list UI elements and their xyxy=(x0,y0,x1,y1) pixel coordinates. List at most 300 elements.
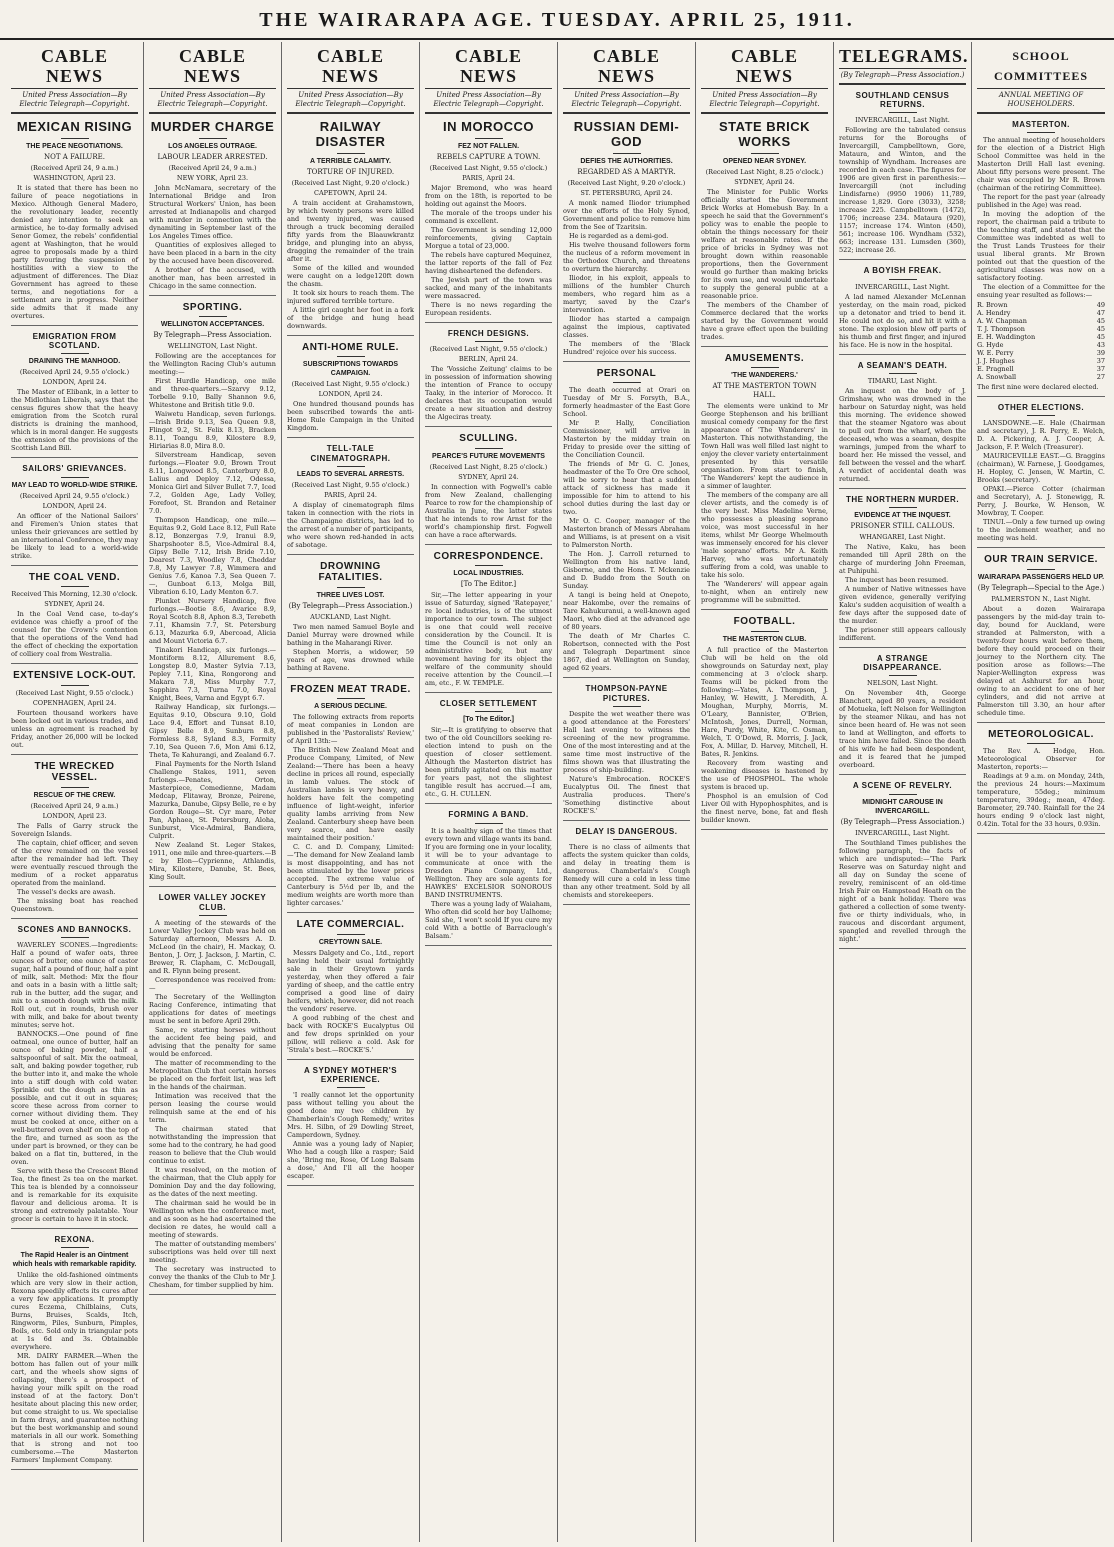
article-divider xyxy=(977,396,1105,397)
article xyxy=(839,266,966,348)
article-divider xyxy=(425,544,552,545)
article-subheading: WELLINGTON ACCEPTANCES. xyxy=(160,321,265,329)
headline-rule xyxy=(337,466,365,467)
headline-rule xyxy=(337,1087,365,1088)
article-paragraph: Mr P. Hally, Conciliation Commissioner, will arrive in Masterton by the midday train on Friday to preside over the sitting of the Conciliation Council. xyxy=(563,419,690,460)
column-heading: CABLE NEWS xyxy=(287,46,414,89)
candidate-votes: 49 xyxy=(1096,301,1105,310)
article-divider xyxy=(977,833,1105,834)
headline-rule xyxy=(337,356,365,357)
article-divider xyxy=(287,912,414,913)
candidate-name: J. J. Hughes xyxy=(977,357,1015,366)
article-paragraph: The chairman said he would be in Wellington when the conference met, and as soon as he had ascertained the decision re dates, he would call a meeting of stewards. xyxy=(149,1198,276,1239)
article-dateline: SYDNEY, April 24. xyxy=(734,177,795,186)
candidate-votes: 27 xyxy=(1096,373,1105,382)
headline-rule xyxy=(613,839,641,840)
headline-rule xyxy=(889,279,917,280)
article-subheading: MIDNIGHT CAROUSE IN INVERCARGILL. xyxy=(862,798,943,815)
article-body xyxy=(977,419,1105,542)
article-body xyxy=(11,388,138,452)
article-subheading: THREE LIVES LOST. xyxy=(316,591,385,599)
article-paragraph: Iliodor, in his exploit, appeals to millions of the humbler Church members, who regard him as a martyr, saved by the Czar's intervention. xyxy=(563,273,690,314)
headline-rule xyxy=(61,353,89,354)
article-paragraph: OPAKI.—Pierce Cotter (chairman and Secretary), A. J. Stonewigg, R. Perry, J. Bourke, W. Henson, W. Mowbray, T. Cooper. xyxy=(977,485,1105,518)
result-row xyxy=(977,341,1105,349)
article xyxy=(11,925,138,1223)
article-divider xyxy=(425,322,552,323)
article-paragraph: The 'Vossiche Zeitung' claims to be in possession of information showing the intention of France to occupy Taaky, in the interior of Morocco. It declares that its occupation would create a new situation and destroy the Algeciras treaty. xyxy=(425,365,552,422)
article-divider xyxy=(149,295,276,296)
article xyxy=(563,827,690,899)
headline-rule xyxy=(889,794,917,795)
candidate-name: E. Pragnell xyxy=(977,365,1014,374)
article-divider xyxy=(839,354,966,355)
article-dateline: BERLIN, April 24. xyxy=(458,355,519,364)
article-paragraph: The Southland Times publishes the following paragraph, the facts of which are undisputed:—'The Park Reserve was on Saturday night and all day on Sunday the scene of revelry, reminiscent of an old-time Irish Fair on Hampstead Heath on the night of a bank holiday. There was gathered a collection of some twenty-five or thirty individuals, who, in raucous and discordant argument, spangled and revelled through the night.' xyxy=(839,838,966,943)
article-body xyxy=(425,365,552,421)
article-dateline: COPENHAGEN, April 24. xyxy=(32,698,117,707)
article xyxy=(425,433,552,539)
article-body xyxy=(287,199,414,330)
article-headline: SCULLING. xyxy=(459,433,518,445)
candidate-votes: 39 xyxy=(1096,349,1105,358)
article-dateline: AUCKLAND, Last Night. xyxy=(310,612,391,621)
article-paragraph: In the Coal Vend case, to-day's evidence was chiefly a proof of the counsel for the Crown's contention that the operations of the Vend had the effect of checking the exportation of colliery coal from Westralia. xyxy=(11,610,138,658)
column-credit: United Press Association—By Electric Telegraph—Copyright. xyxy=(11,91,138,114)
article-headline: A STRANGE DISAPPEARANCE. xyxy=(863,653,942,673)
article-headline: OUR TRAIN SERVICE. xyxy=(984,554,1098,566)
article-subheading: THE PEACE NEGOTIATIONS. xyxy=(26,142,123,150)
article-paragraph: TINUI.—Only a few turned up owing to the inclement weather, and no meeting was held. xyxy=(977,518,1105,543)
article xyxy=(287,120,414,330)
article-divider xyxy=(149,886,276,887)
article-body xyxy=(11,941,138,1223)
article-paragraph: The chairman stated that notwithstanding the impression that some had to the contrary, he had good reason to believe that the Club would continue to exist. xyxy=(149,1124,276,1165)
result-row xyxy=(977,357,1105,365)
article-body xyxy=(287,1091,414,1180)
article-paragraph: Railway Handicap, six furlongs.—Equitas 9.10, Obscura 9.10, Gold Lace 9.4, Effort and Tunsat 8.10, Gipsy Belle 8.9, Sunburn 8.8, Formless 8.8, Syland 8.3, Formity 7.10, Sea Queen 7.6, Mon Ami 6.12, Theta, Te Kahurangi, and Zealand 6.7. xyxy=(149,703,276,760)
article-headline: DROWNING FATALITIES. xyxy=(318,560,383,584)
article-received: (Received Last Night, 9.55 o'clock.) xyxy=(291,480,410,489)
headline-rule xyxy=(1027,132,1055,133)
article xyxy=(287,561,414,672)
candidate-votes: 47 xyxy=(1096,309,1105,318)
article-body xyxy=(149,184,276,290)
article-paragraph: A brother of the accused, with another man, has been arrested in Chicago in the same connection. xyxy=(149,265,276,290)
article-subheading: LOS ANGELES OUTRAGE. xyxy=(168,142,257,150)
article-subheading: LOCAL INDUSTRIES. xyxy=(453,570,524,578)
result-row xyxy=(977,373,1105,381)
column xyxy=(558,42,696,1542)
headline-rule xyxy=(889,373,917,374)
article-headline: TELL-TALE CINEMATOGRAPH. xyxy=(310,444,391,463)
article-body xyxy=(701,402,828,604)
article-paragraph: Annie was a young lady of Napier, Who had a cough like a rasper; Said she, 'Bring me, Rose, Of Long Balsam a dose,' And I'll all the hooper escaper. xyxy=(287,1140,414,1181)
column-heading: CABLE NEWS xyxy=(149,46,276,89)
article xyxy=(287,1066,414,1180)
result-row xyxy=(977,349,1105,357)
column-heading: SCHOOL COMMITTEES xyxy=(977,46,1105,89)
article-headline: FROZEN MEAT TRADE. xyxy=(290,683,411,695)
article-body xyxy=(149,919,276,1289)
article-divider xyxy=(425,803,552,804)
article-received: (Received Last Night, 9.20 o'clock.) xyxy=(291,178,410,187)
article-paragraph: Waiwetu Handicap, seven furlongs.—Irish Bride 9.13, Sea Queen 9.8, Flingot 9.2, St. Felix 8.13, Bracken 8.11, Toangu 8.9, Kilostere 8.9, Hiriarias 8.0, Mira 8.0. xyxy=(149,410,276,451)
article-paragraph: The members of the 'Black Hundred' rejoice over his success. xyxy=(563,339,690,356)
article-subheading: THE MASTERTON CLUB. xyxy=(722,635,807,643)
article-paragraph: A display of cinematograph films taken in connection with the riots in the Champaigne districts, has led to the arrest of a number of participants, who were shown red-handed in acts of sabotage. xyxy=(287,500,414,549)
article-paragraph: The Secretary of the Wellington Racing Conference, intimating that applications for dates of meetings must be sent in before April 29th. xyxy=(149,992,276,1025)
article xyxy=(287,684,414,908)
headline-rule xyxy=(613,382,641,383)
article-subheading: DRAINING THE MANHOOD. xyxy=(28,358,121,366)
article-paragraph: Silverstream Handicap, seven furlongs.—Floater 9.0, Brown Trout 8.11, Longwood 8.5, Canterbury 8.0, Lalius and Deploy 7.12, Odessa, Monica Girl and Silver Bullet 7.7, Iced 7.2, Golden Age, Lady Volley, Forefoot, St. Brandon and Retainer 7.0. xyxy=(149,451,276,516)
article-paragraph: First Hurdle Handicap, one mile and three-quarters.—Szarvy 9.12, Torbelle 9.10, Bally Shannon 9.6, Whitestone and British title 9.0. xyxy=(149,377,276,410)
headline-rule xyxy=(475,711,503,712)
article-divider xyxy=(701,829,828,830)
article-divider xyxy=(839,774,966,775)
article-paragraph: Nature's Embrocation. ROCKE'S Eucalyptus Oil. The finest that Australia produces. There's 'Something distinctive about ROCKE'S.' xyxy=(563,774,690,815)
article-note: The first nine were declared elected. xyxy=(977,383,1099,392)
article-divider xyxy=(563,361,690,362)
article xyxy=(977,120,1105,391)
election-results xyxy=(977,301,1105,381)
article-paragraph: The election of a Committee for the ensuing year resulted as follows:— xyxy=(977,283,1105,300)
article-dateline: TIMARU, Last Night. xyxy=(867,376,938,385)
headline-rule xyxy=(337,587,365,588)
article-paragraph: A lad named Alexander McLennan yesterday, on the main road, picked up a detonator and tried to bend it. He could not do so, and hit it with a stone. The explosion blew off parts of his thumb and first finger, and injured his face. He is now in the hospital. xyxy=(839,292,966,349)
article-divider xyxy=(839,259,966,260)
column-credit: United Press Association—By Electric Telegraph—Copyright. xyxy=(287,91,414,114)
article-paragraph: His twelve thousand followers form the nucleus of a reform movement in the Orthodox Church, and threatens to overturn the hierarchy. xyxy=(563,240,690,273)
article-subheading-2: [To The Editor.] xyxy=(460,580,517,589)
article xyxy=(425,551,552,688)
article-body xyxy=(563,199,690,356)
article-divider xyxy=(287,677,414,678)
article-paragraph: Iliodor has started a campaign against the impious, captivated classes. xyxy=(563,314,690,339)
column-heading: CABLE NEWS xyxy=(11,46,138,89)
article-paragraph: The vessel's decks are awash. xyxy=(17,887,116,896)
article-paragraph: Despite the wet weather there was a good attendance at the Foresters' Hall last evening to witness the screening of the new programme. One of the most interesting and at the same time most instructive of the films shown was that illustrating the process of ship-building. xyxy=(563,709,690,774)
article-paragraph: Following are the tabulated census returns for the Boroughs of Invercargill, Campbelltown, Gore, Mataura, and Winton, and the township of Wyndham. Increases are recorded in each case. The figures for 1906 are given first in parenthesis:—Invercargill (not including Lindisfarne) (9950 1906) 11,789, increase 1,829. Gore (3033), 3258; increase 225. Campbelltown (1472), 1706; increase 234. Mataura (920), 1157; increase 174. Winton (450), 561; increase 106. Wyndham (532), 663; increase 131. Lumsden (360), 522; increase 26. xyxy=(839,126,966,255)
article-paragraph: A number of Native witnesses have given evidence, generally verifying Kaku's sudden acquisition of wealth a few days after the supposed date of the murder. xyxy=(839,584,966,625)
article xyxy=(11,670,138,749)
article-paragraph: Following are the acceptances for the Wellington Racing Club's autumn meeting:— xyxy=(149,352,276,377)
article-body xyxy=(977,605,1105,717)
article-body xyxy=(839,293,966,349)
headline-rule xyxy=(889,507,917,508)
result-row xyxy=(977,365,1105,373)
article-paragraph: The annual meeting of householders for the election of a District High School Committee was held in the Masterton Drill Hall last evening. About fifty persons were present. The chair was occupied by Mr R. Brown (chairman of the retiring Committee). xyxy=(977,136,1105,193)
article-paragraph: The Jewish part of the town was sacked, and many of the inhabitants were massacred. xyxy=(425,275,552,300)
article xyxy=(425,810,552,939)
article-received: (Received Last Night, 9.55 o'clock.) xyxy=(429,345,548,354)
article-paragraph: The Rev. A. Hodge, Hon. Meteorological Observer for Masterton, reports:— xyxy=(977,747,1105,772)
article xyxy=(425,120,552,317)
article-headline: OTHER ELECTIONS. xyxy=(997,403,1085,413)
article-paragraph: About a dozen Wairarapa passengers by the mid-day train to-day, bound for Auckland, were stranded at Palmerston, with a twenty-four hours wait before them, before they could proceed on their journey to the Northern city. The position arose as follows:—The Napier-Wellington express was delayed at Ashhurst for an hour, owing to an accident to one of her cylinders, and did not arrive at Palmerston till 3.30, an hour after schedule time. xyxy=(977,604,1105,717)
article-headline: EMIGRATION FROM SCOTLAND. xyxy=(32,331,117,351)
article-divider xyxy=(977,722,1105,723)
candidate-votes: 45 xyxy=(1096,333,1105,342)
article-headline: SPORTING. xyxy=(182,301,243,313)
result-row xyxy=(977,309,1105,317)
article-body xyxy=(701,188,828,341)
headline-rule xyxy=(751,367,779,368)
article-dateline: WASHINGTON, April 23. xyxy=(33,173,116,182)
article-paragraph: Same, re starting horses without the accident fee being paid, and advising that the penalty for same would be enforced. xyxy=(149,1025,276,1058)
article xyxy=(839,361,966,483)
candidate-votes: 45 xyxy=(1096,317,1105,326)
article-paragraph: The death occurred at Orari on Tuesday of Mr S. Forsyth, B.A., formerly headmaster of the East Gore School. xyxy=(563,386,690,419)
article-subheading: A TERRIBLE CALAMITY. xyxy=(309,157,392,165)
article-dateline: INVERCARGILL, Last Night. xyxy=(855,116,950,125)
article-subheading: RESCUE OF THE CREW. xyxy=(33,791,116,799)
candidate-name: A. W. Chapman xyxy=(977,317,1027,326)
headline-rule xyxy=(751,153,779,154)
article-paragraph: WAVERLEY SCONES.—Ingredients: Half a pound of wafer oats, three ounces of butter, one ounce of castor sugar, half a pound of flour, half a pint of milk, salt. Method: Mix the flour and oats in a basin with a little salt; rub in the butter, add the sugar, and mix to a smooth dough with the milk. Roll out, cut in rounds, brush over with milk, and bake for about twenty minutes; serve hot. xyxy=(11,940,138,1029)
article-paragraph: Fourteen thousand workers have been locked out in various trades, and unless an agreement is reached by Friday, another 26,000 will be locked out. xyxy=(11,708,138,749)
article-subheading: SUBSCRIPTIONS TOWARDS CAMPAIGN. xyxy=(302,361,399,378)
article-paragraph: The Master of Elibank, in a letter to the Midlothian Liberals, says that the census figures show that the heavy emigration from the Scotch rural districts is draining the manhood, which is in moral danger. He suggests the extension of the provisions of the Scottish Land Bill. xyxy=(11,388,138,453)
article-body xyxy=(425,591,552,687)
article-received: (Received Last Night, 9.55 o'clock.) xyxy=(429,163,548,172)
article-divider xyxy=(149,1294,276,1295)
headline-rule xyxy=(889,675,917,676)
article-paragraph: Messrs Dalgety and Co., Ltd., report having held their usual fortnightly sale in their Greytown yards yesterday, when they offered a fair yarding of sheep, and the cattle entry comprised a good line of dairy heifers, which, however, did not reach the vendors' reserve. xyxy=(287,948,414,1013)
article-body xyxy=(11,512,138,560)
article-divider xyxy=(839,948,966,949)
article-paragraph: The rebels have captured Mequinez, the latter reports of the fall of Fez having disheartened the defenders. xyxy=(425,250,552,275)
article-paragraph: Final Payments for the North Island Challenge Stakes, 1911, seven furlongs.—Penates, Orton, Masterpiece, Comedienne, Madam Medcap, Flitaway, Bronze, Peirene, Mazurka, Danube, Gipsy Belle, re e by Gordon Rouge—St. Cyr mare, Peter Pan, Aphaea, St. Petersburg, Aloha, Sunburst, Vice-Admiral, Bandiera, Culprit. xyxy=(149,760,276,841)
column-credit: (By Telegraph—Press Association.) xyxy=(839,71,966,85)
article-paragraph: The elements were unkind to Mr George Stephenson and his brilliant musical comedy company for the first appearance of 'The Wanderers' in Masterton. This notwithstanding, the Town Hall was well filled last night to enjoy the clever variety entertainment presented by this versatile organisation. From start to finish, 'The Wanderers' kept the audience in a simmer of laughter. xyxy=(701,402,828,491)
article-dateline: PARIS, April 24. xyxy=(462,173,515,182)
article-dateline: ST. PETERSBURG, April 24. xyxy=(580,188,673,197)
article-dateline: INVERCARGILL, Last Night. xyxy=(855,828,950,837)
headline-rule xyxy=(613,706,641,707)
article-headline: MEXICAN RISING xyxy=(16,119,133,134)
article-headline: FRENCH DESIGNS. xyxy=(447,328,530,338)
newspaper-columns xyxy=(6,42,1110,1542)
article-subheading: CREYTOWN SALE. xyxy=(318,938,383,946)
column-heading: TELEGRAMS. xyxy=(839,46,966,69)
article-dateline: SYDNEY, April 24. xyxy=(458,472,519,481)
article-headline: PERSONAL xyxy=(596,367,657,379)
article-paragraph: The Government is sending 12,000 reinforcements, giving Captain Morgue a total of 23,000. xyxy=(425,225,552,250)
article-divider xyxy=(287,1185,414,1186)
article xyxy=(11,761,138,913)
article-subheading: OPENED NEAR SYDNEY. xyxy=(722,157,807,165)
article-headline: DELAY IS DANGEROUS. xyxy=(575,826,678,836)
article-divider xyxy=(11,325,138,326)
candidate-name: W. E. Perry xyxy=(977,349,1014,358)
article-paragraph: It was resolved, on the motion of the chairman, that the Club apply for Dominion Day and the day following, as the dates of the next meeting. xyxy=(149,1165,276,1198)
article-headline: A SYDNEY MOTHER'S EXPERIENCE. xyxy=(303,1065,398,1084)
article-paragraph: The matter of outstanding members' subscriptions was held over till next meeting. xyxy=(149,1239,276,1264)
article-paragraph: There is no news regarding the European residents. xyxy=(425,300,552,317)
column-heading: CABLE NEWS xyxy=(563,46,690,89)
article-dateline: CAPETOWN, April 24. xyxy=(313,188,388,197)
article-body xyxy=(287,949,414,1054)
article-headline: SOUTHLAND CENSUS RETURNS. xyxy=(855,91,950,110)
article-subheading-2: LABOUR LEADER ARRESTED. xyxy=(157,152,268,161)
headline-rule xyxy=(751,631,779,632)
article-paragraph: John McNamara, secretary of the International Bridge and Iron Structural Workers' Union, has been arrested at Indianapolis and charged with murder in connection with the dynamiting in September last of the Los Angeles Times office. xyxy=(149,183,276,240)
article xyxy=(701,120,828,341)
candidate-votes: 43 xyxy=(1096,341,1105,350)
article xyxy=(977,554,1105,717)
result-row xyxy=(977,325,1105,333)
article-received: (Received April 24, 9 a.m.) xyxy=(168,163,257,172)
column-credit: United Press Association—By Electric Telegraph—Copyright. xyxy=(563,91,690,114)
article-subheading: DEFIES THE AUTHORITIES. xyxy=(580,157,673,165)
article-divider xyxy=(425,426,552,427)
headline-rule xyxy=(61,138,89,139)
article-body xyxy=(287,501,414,549)
article xyxy=(839,781,966,942)
article-headline: THE NORTHERN MURDER. xyxy=(845,494,960,504)
article-divider xyxy=(977,547,1105,548)
article-body xyxy=(149,352,276,881)
article-body xyxy=(425,726,552,798)
article xyxy=(149,302,276,882)
article-body xyxy=(977,747,1105,828)
headline-rule xyxy=(1027,743,1055,744)
article-body xyxy=(425,184,552,317)
column xyxy=(6,42,144,1542)
article-divider xyxy=(11,1469,138,1470)
article xyxy=(149,120,276,290)
headline-rule xyxy=(337,153,365,154)
article-paragraph: It is a healthy sign of the times that every town and village wants its band. If you are forming one in your locality, it will be to your advantage to communicate at once with the Dresden Piano Company, Ltd., Wellington. They are sole agents for HAWKES' EXCELSIOR SONOROUS BAND INSTRUMENTS. xyxy=(425,826,552,899)
article-paragraph: Tinakori Handicap, six furlongs.—Montiform 8.12, Allurement 8.6, Longstep 8.0, Master Sylvia 7.13, Pepley 7.11, Kina, Rongorong and Makara 7.8, Miss Murphy 7.7, Sapphira 7.3, Turna 7.0, Royal Knight, Bees, Varna and Egypt 6.7. xyxy=(149,646,276,703)
headline-rule xyxy=(61,477,89,478)
article-paragraph: Plunket Nursery Handicap, five furlongs.—Bootie 8.6, Avarice 8.9, Royal Scotch 8.8, Aphon 8.3, Terebeth 7.11, Khamsin 7.7, St. Petersburg 6.13, Mazurka 6.9, Abercoad, Alicia and Mount Victoria 6.7. xyxy=(149,597,276,646)
article-paragraph: The 'Wanderers' will appear again to-night, when an entirely new programme will be submitted. xyxy=(701,580,828,605)
article-paragraph: The Hon. J. Carroll returned to Wellington from his native land, Gisborne, and the Hons. T. Mckenzie and D. Buddo from the South on Sunday. xyxy=(563,550,690,591)
article-paragraph: The Minister for Public Works officially started the Government Brick Works at Homebush Bay. In a speech he said that the Government's policy was to enable the people to obtain the things necessary for their welfare at reasonable rates. If the price of bricks in Sydney was not brought down within reasonable proportions, then the Government would go further than making bricks for its own use, and would undertake to supply the general public at a reasonable price. xyxy=(701,187,828,300)
article-body xyxy=(563,710,690,815)
article-subheading: 'THE WANDERERS.' xyxy=(731,372,798,380)
article-paragraph: There was a young lady of Waiaham, Who often did scold her boy Ualhome; Said she, 'I won't scold If you cure my cold With a bottle of Barraclough's Balsam.' xyxy=(425,899,552,940)
article-headline: RUSSIAN DEMI-GOD xyxy=(573,119,680,149)
article-body xyxy=(839,126,966,254)
article-dateline: PALMERSTON N., Last Night. xyxy=(991,594,1091,603)
article-paragraph: In moving the adoption of the report, the chairman paid a tribute to the teaching staff, and stated that the Committee was indebted as well to the Trust Lands Trustees for their usual liberal grants. Mr Brown pointed out that the question of the agricultural classes was now on a satisfactory footing. xyxy=(977,210,1105,283)
article-headline: LATE COMMERCIAL. xyxy=(296,919,405,931)
column xyxy=(420,42,558,1542)
article-divider xyxy=(701,346,828,347)
article-body xyxy=(11,822,138,913)
article-paragraph: A good rubbing of the chest and back with ROCKE'S Eucalyptus Oil and few drops sprinkled on your pillow, will relieve a cold. Ask for 'Strala's best.—ROCKE'S.' xyxy=(287,1013,414,1054)
article xyxy=(977,403,1105,542)
article-paragraph: Serve with these the Crescent Blend Tea, the finest 2s tea on the market. This tea is blended by a connoisseur and is remarkable for its exquisite flavour and delicious aroma. It is strong and extremely palatable. Your grocer is certain to have it in stock. xyxy=(11,1166,138,1223)
article-paragraph: Some of the killed and wounded were caught on a ledge120ft down the chasm. xyxy=(287,263,414,288)
headline-rule xyxy=(199,915,227,916)
article-received: (Received Last Night, 8.25 o'clock.) xyxy=(429,462,548,471)
article-received: (Received April 24, 9.55 o'clock.) xyxy=(19,368,130,377)
column-heading: CABLE NEWS xyxy=(425,46,552,89)
article-subheading: LEADS TO SEVERAL ARRESTS. xyxy=(296,470,405,478)
article xyxy=(287,444,414,548)
column xyxy=(696,42,834,1542)
article-headline: FORMING A BAND. xyxy=(448,810,529,820)
article-body xyxy=(839,387,966,483)
article-paragraph: A train accident at Grahamstown, by which twenty persons were killed and twenty injured, was caused through a truck becoming derailed fifty yards from the Blaauwkrantz bridge, and plunging into an abyss, dragging the remainder of the train after it. xyxy=(287,198,414,263)
article-paragraph: He is regarded as a demi-god. xyxy=(569,231,669,240)
headline-rule xyxy=(613,153,641,154)
article-received: (Received April 24, 9.55 o'clock.) xyxy=(19,491,130,500)
article-divider xyxy=(287,1059,414,1060)
article xyxy=(563,120,690,356)
headline-rule xyxy=(61,787,89,788)
article-paragraph: Readings at 9 a.m. on Monday, 24th, the previous 24 hours:—Maximum temperature, 55deg.; minimum temperature, 39deg.; mean, 47deg. Barometer, 29.740. Rainfall for the 24 hours ending 9 o'clock last night, 0.42in. Total for the 33 hours, 0.93in. xyxy=(977,772,1105,829)
candidate-votes: 37 xyxy=(1096,365,1105,374)
article xyxy=(11,120,138,320)
article-paragraph: The friends of Mr G. C. Jones, headmaster of the To Ore Ore school, will be sorry to hear that a sudden attack of sickness has made it impossible for him to attend to his school duties during the last day or two. xyxy=(563,460,690,517)
article-received: (Received Last Night, 9.55 o'clock.) xyxy=(15,688,134,697)
headline-rule xyxy=(475,823,503,824)
article-body xyxy=(425,483,552,539)
article-body xyxy=(563,386,690,672)
article-paragraph: In connection with Fogwell's cable from New Zealand, challenging Pearce to row for the championship of Australia in June, the latter states that he intends to row Arnst for the world's championship first. Fogwell can have a race afterwards. xyxy=(425,482,552,539)
headline-rule xyxy=(199,138,227,139)
article-paragraph: The death of Mr Charles C. Robertson, connected with the Post and Telegraph Department since 1867, died at Wellington on Sunday, aged 62 years. xyxy=(563,632,690,673)
article-divider xyxy=(701,609,828,610)
article-body xyxy=(287,713,414,907)
article-body xyxy=(11,610,138,658)
article-headline: AMUSEMENTS. xyxy=(724,352,805,364)
article-dateline: INVERCARGILL, Last Night. xyxy=(855,282,950,291)
article-paragraph: There is no class of ailments that affects the system quicker than colds, and delay in treating them is dangerous. Chamberlain's Cough Remedy will cure a cold in less time than any other treatment. Sold by all chemists and storekeepers. xyxy=(563,842,690,899)
article-paragraph: BANNOCKS.—One pound of fine oatmeal, one ounce of butter, half an ounce of baking powder, half a saltspoonful of salt. Mix the oatmeal, salt, and baking powder together, rub the butter into it, and make the whole into a stiff dough with cold water. Sprinkle out the dough as thin as possible, and cut it out in squares; score these across from corner to corner without dividing them. They must be cooked at once, either on a well-buttered oven shelf on the top of the fire, and turned as soon as the under part is browned, or they can be baked on a flat tin, buttered, in the oven. xyxy=(11,1029,138,1166)
article xyxy=(701,616,828,824)
article-subheading-2: NOT A FAILURE. xyxy=(44,152,105,161)
article-headline: MASTERTON. xyxy=(1012,120,1070,129)
result-row xyxy=(977,317,1105,325)
article-subheading: The Rapid Healer is an Ointment which heals with remarkable rapidity. xyxy=(12,1251,137,1268)
article-paragraph: A little girl caught her foot in a fork of the bridge and hung head downwards. xyxy=(287,305,414,330)
article xyxy=(11,332,138,452)
article-paragraph: The report for the past year (already published in the Age) was read. xyxy=(977,193,1105,210)
article-headline: A SEAMAN'S DEATH. xyxy=(857,360,948,370)
article-divider xyxy=(563,904,690,905)
masthead: THE WAIRARAPA AGE. TUESDAY. APRIL 25, 1911. xyxy=(0,0,1114,40)
article-paragraph: 'I really cannot let the opportunity pass without telling you about the good done my two children by Chamberlain's Cough Remedy,' writes Mrs. H. Silbn, of 29 Dowling Street, Camperdown, Sydney. xyxy=(287,1091,414,1140)
article-paragraph: MAURICEVILLE EAST.—G. Braggins (chairman), W. Farnese, J. Goodgames, H. Hopley, C. Jensen, W. Martin, C. Brooks (secretary). xyxy=(977,452,1105,485)
headline-rule xyxy=(61,937,89,938)
candidate-name: R. Brown xyxy=(977,301,1008,310)
article-headline: CORRESPONDENCE. xyxy=(433,550,544,562)
article xyxy=(839,654,966,769)
headline-rule xyxy=(475,341,503,342)
article-received: Received This Morning, 12.30 o'clock. xyxy=(11,590,138,598)
article-body xyxy=(563,843,690,899)
article-divider xyxy=(425,692,552,693)
article xyxy=(11,572,138,659)
article xyxy=(287,342,414,433)
article-paragraph: Intimation was received that the person leasing the course would relinquish same at the end of his term. xyxy=(149,1091,276,1124)
candidate-name: G. Hyde xyxy=(977,341,1004,350)
article-paragraph: The morale of the troops under his command is excellent. xyxy=(425,208,552,225)
article-paragraph: The inquest has been resumed. xyxy=(845,575,949,584)
article-headline: METEOROLOGICAL. xyxy=(988,728,1094,740)
article-dateline: WELLINGTON, Last Night. xyxy=(167,342,258,351)
article-paragraph: Two men named Samuel Boyle and Daniel Murray were drowned while bathing in the Maharangi River. xyxy=(287,622,414,647)
article-divider xyxy=(11,457,138,458)
article-dateline: LONDON, April 24. xyxy=(42,501,107,510)
